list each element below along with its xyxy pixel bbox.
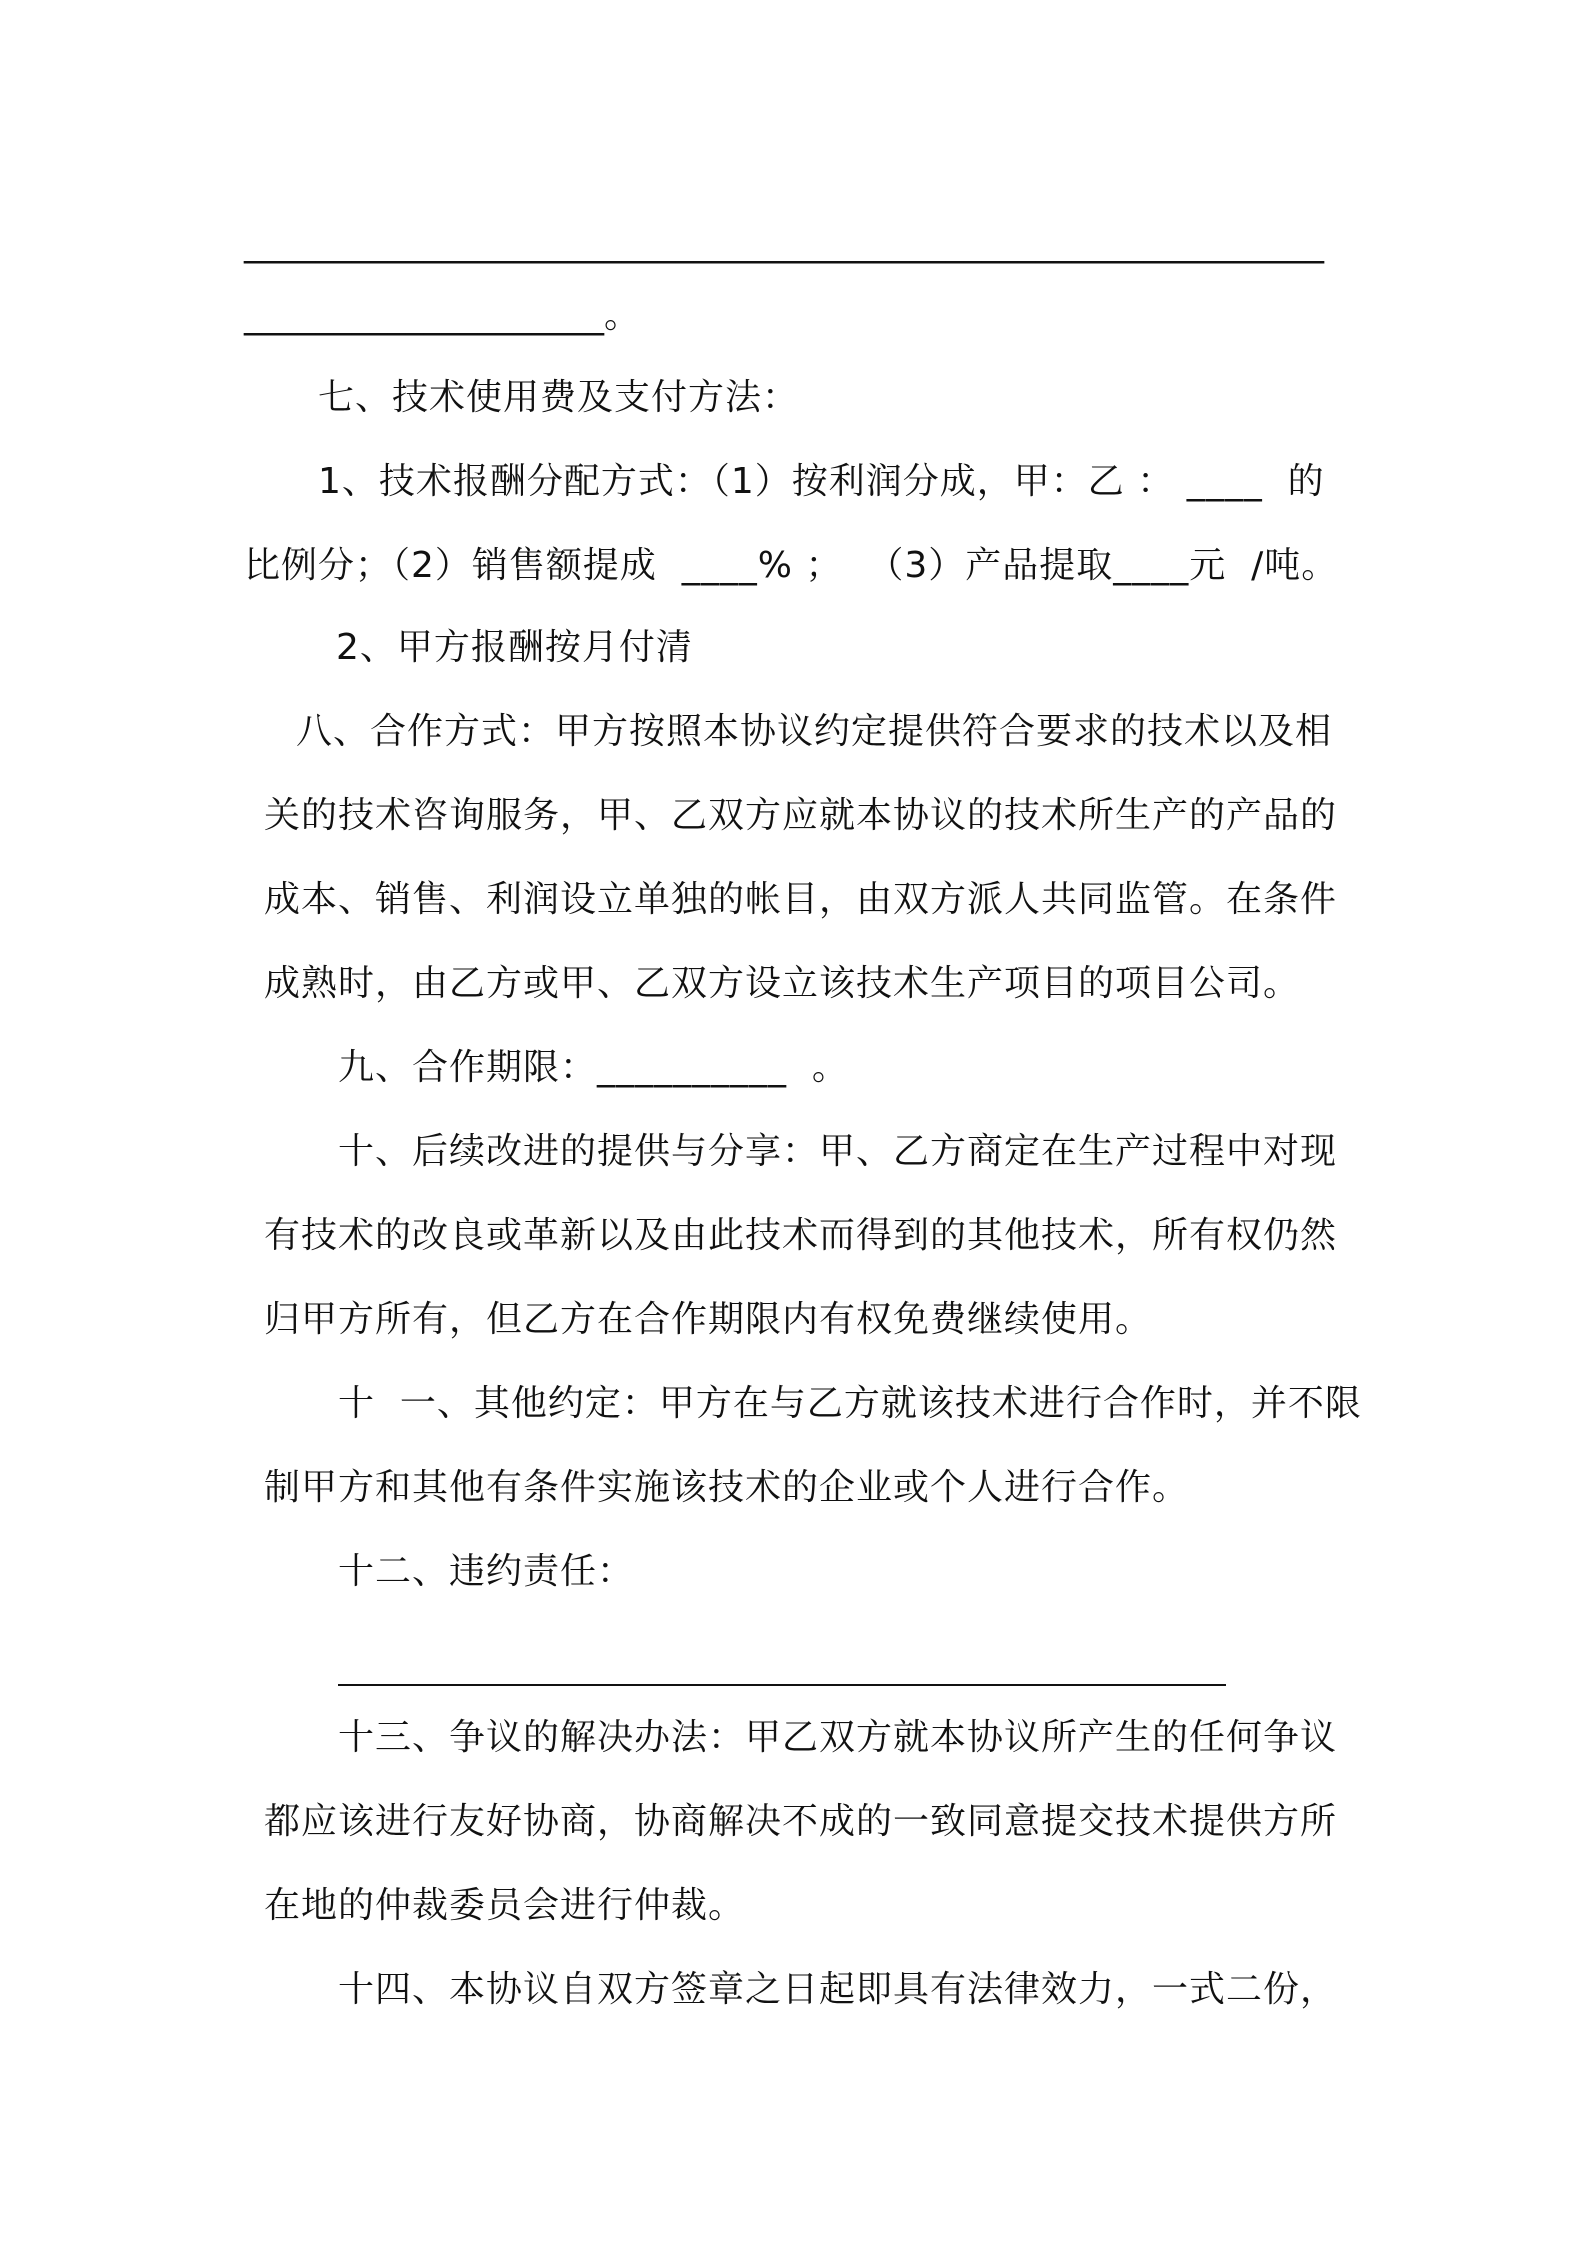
section-14-line-1: 十四、本协议自双方签章之日起即具有法律效力，一式二份， [338, 1969, 1338, 2010]
section-11-line-1: 十 一、其他约定：甲方在与乙方就该技术进行合作时，并不限 [338, 1383, 1362, 1424]
section-10-line-3: 归甲方所有，但乙方在合作期限内有权免费继续使用。 [264, 1299, 1153, 1340]
section-13-line-2: 都应该进行友好协商，协商解决不成的一致同意提交技术提供方所 [264, 1801, 1338, 1842]
section-10-line-1: 十、后续改进的提供与分享：甲、乙方商定在生产过程中对现 [338, 1131, 1338, 1172]
section-10-line-2: 有技术的改良或革新以及由此技术而得到的其他技术，所有权仍然 [264, 1215, 1338, 1256]
section-12-heading: 十二、违约责任： [338, 1551, 635, 1592]
section-8-line-3: 成本、销售、利润设立单独的帐目，由双方派人共同监管。在条件 [264, 879, 1338, 920]
section-7-item-1-line-2: 比例分；（2）销售额提成 ____% ； （3）产品提取____元 /吨。 [244, 545, 1339, 586]
section-8-line-4: 成熟时，由乙方或甲、乙双方设立该技术生产项目的项目公司。 [264, 963, 1301, 1004]
section-7-item-2: 2、甲方报酬按月付清 [336, 627, 693, 668]
fill-in-blank-line-end: ____________________。 [244, 295, 640, 336]
section-9: 九、合作期限：__________ 。 [338, 1047, 849, 1088]
signature-blank-underline [338, 1684, 1226, 1686]
section-7-heading: 七、技术使用费及支付方法： [318, 377, 800, 418]
section-13-line-3: 在地的仲裁委员会进行仲裁。 [264, 1885, 746, 1926]
section-8-line-2: 关的技术咨询服务，甲、乙双方应就本协议的技术所生产的产品的 [264, 795, 1338, 836]
section-11-line-2: 制甲方和其他有条件实施该技术的企业或个人进行合作。 [264, 1467, 1190, 1508]
section-13-line-1: 十三、争议的解决办法：甲乙双方就本协议所产生的任何争议 [338, 1717, 1338, 1758]
fill-in-blank-line: ____________________________________________________________ [244, 223, 1324, 264]
section-7-item-1-line-1: 1、技术报酬分配方式：（1）按利润分成，甲：乙 ： ____ 的 [318, 461, 1325, 502]
section-8-line-1: 八、合作方式：甲方按照本协议约定提供符合要求的技术以及相 [296, 711, 1333, 752]
